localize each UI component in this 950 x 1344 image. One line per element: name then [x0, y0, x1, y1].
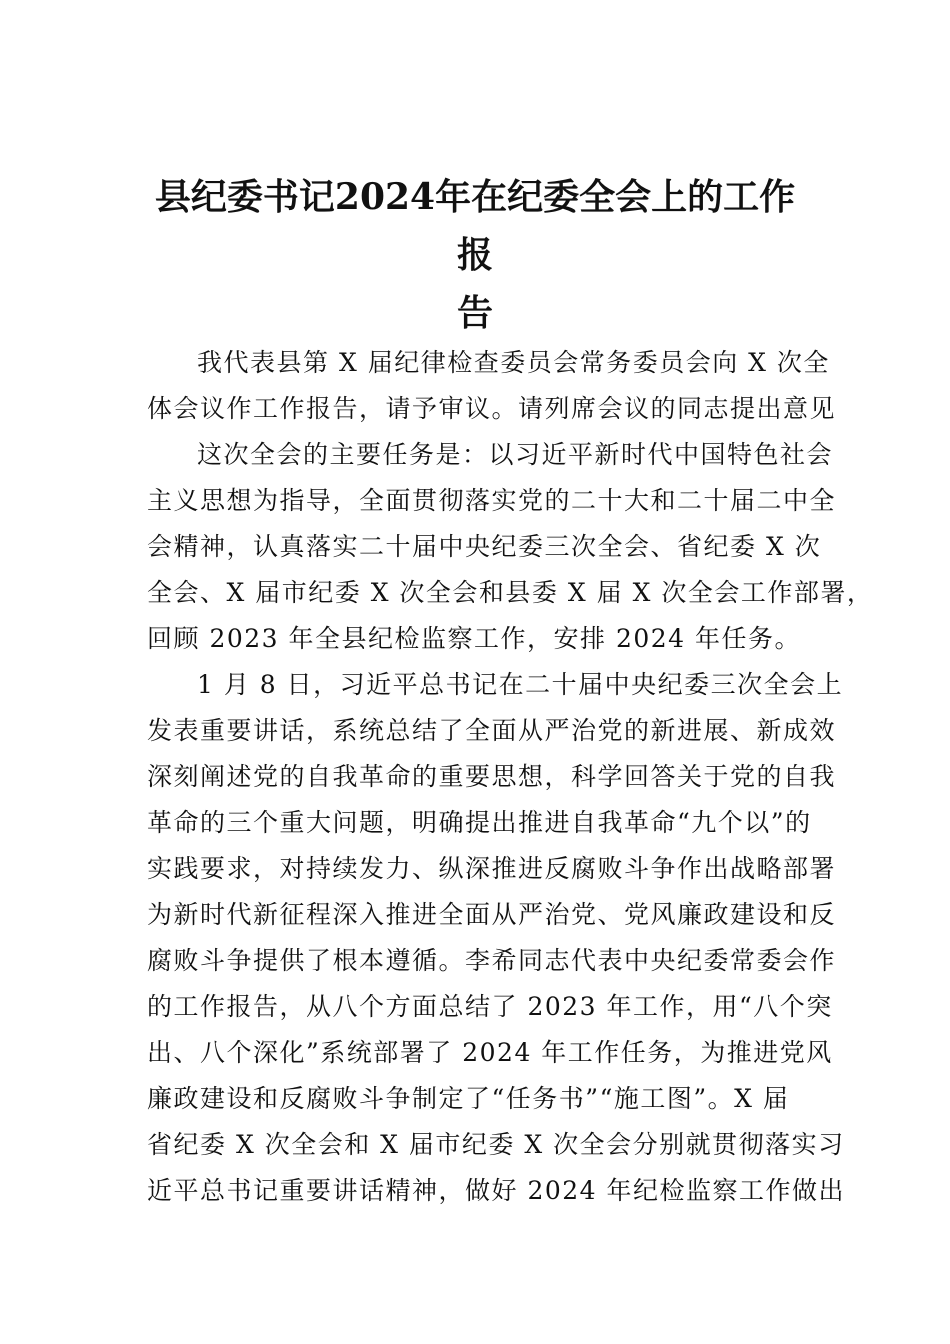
text-line: 廉政建设和反腐败斗争制定了“任务书”“施工图”。X 届 — [147, 1084, 790, 1113]
document-title — [140, 168, 810, 342]
paragraph-2 — [147, 432, 874, 662]
paragraph-1 — [147, 340, 837, 432]
text-line: 腐败斗争提供了根本遵循。李希同志代表中央纪委常委会作 — [147, 946, 837, 975]
paragraph-3 — [147, 662, 846, 1214]
text-line: 的工作报告，从八个方面总结了 2023 年工作，用“八个突 — [147, 992, 833, 1021]
document-body — [147, 340, 874, 1214]
text-line: 体会议作工作报告，请予审议。请列席会议的同志提出意见 — [147, 394, 837, 423]
text-line: 出、八个深化”系统部署了 2024 年工作任务，为推进党风 — [147, 1038, 833, 1067]
text-line: 全会、X 届市纪委 X 次全会和县委 X 届 X 次全会工作部署， — [147, 578, 874, 607]
text-line: 实践要求，对持续发力、纵深推进反腐败斗争作出战略部署 — [147, 854, 837, 883]
text-line: 深刻阐述党的自我革命的重要思想，科学回答关于党的自我 — [147, 762, 837, 791]
text-line: 1 月 8 日，习近平总书记在二十届中央纪委三次全会上 — [197, 670, 844, 699]
text-line: 省纪委 X 次全会和 X 届市纪委 X 次全会分别就贯彻落实习 — [147, 1130, 845, 1159]
title-line-2: 告 — [456, 292, 493, 334]
text-line: 主义思想为指导，全面贯彻落实党的二十大和二十届二中全 — [147, 486, 837, 515]
text-line: 为新时代新征程深入推进全面从严治党、党风廉政建设和反 — [147, 900, 837, 929]
text-line: 这次全会的主要任务是：以习近平新时代中国特色社会 — [197, 440, 834, 469]
text-line: 回顾 2023 年全县纪检监察工作，安排 2024 年任务。 — [147, 624, 802, 653]
text-line: 我代表县第 X 届纪律检查委员会常务委员会向 X 次全 — [197, 348, 830, 377]
text-line: 会精神，认真落实二十届中央纪委三次全会、省纪委 X 次 — [147, 532, 822, 561]
text-line: 革命的三个重大问题，明确提出推进自我革命“九个以”的 — [147, 808, 812, 837]
text-line: 近平总书记重要讲话精神，做好 2024 年纪检监察工作做出 — [147, 1176, 846, 1205]
title-line-1: 县纪委书记2024年在纪委全会上的工作报 — [154, 176, 796, 276]
text-line: 发表重要讲话，系统总结了全面从严治党的新进展、新成效 — [147, 716, 837, 745]
